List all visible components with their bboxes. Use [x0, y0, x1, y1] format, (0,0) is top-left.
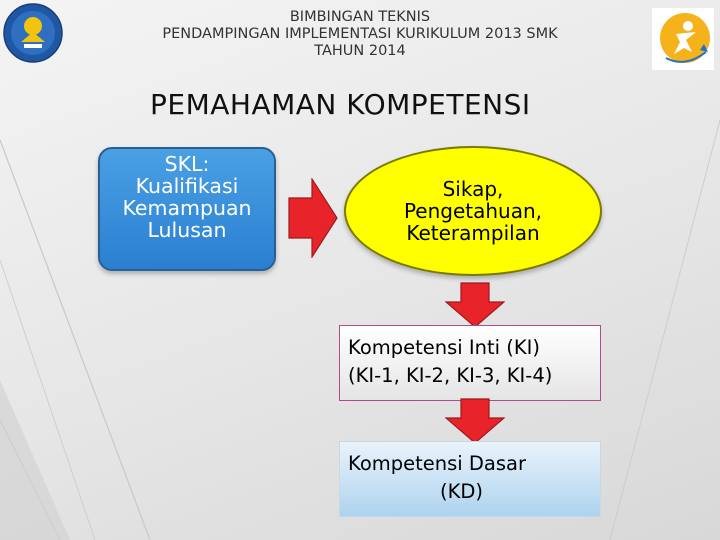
competency-domains-ellipse [344, 146, 602, 276]
skl-line-1: SKL: [164, 152, 210, 176]
header-text [110, 9, 610, 60]
down-arrow-icon [445, 282, 505, 328]
skl-line-4: Lulusan [147, 218, 227, 242]
ki-line-2: (KI-1, KI-2, KI-3, KI-4) [348, 364, 553, 387]
header-line-1: BIMBINGAN TEKNIS [289, 9, 431, 25]
kemdikbud-emblem-icon [2, 2, 64, 64]
right-arrow-icon [288, 178, 338, 258]
down-arrow-icon [445, 398, 505, 444]
page-title: PEMAHAMAN KOMPETENSI [150, 88, 531, 121]
header-line-3: TAHUN 2014 [314, 43, 406, 59]
kd-line-1: Kompetensi Dasar [348, 452, 526, 475]
ki-line-1: Kompetensi Inti (KI) [348, 336, 541, 359]
skl-box [98, 147, 276, 271]
kurikulum-2013-logo-icon [652, 8, 714, 70]
header-line-2: PENDAMPINGAN IMPLEMENTASI KURIKULUM 2013 SMK [162, 26, 558, 42]
domain-line-2: Pengetahuan, [403, 199, 543, 223]
kd-box [339, 441, 601, 517]
skl-line-2: Kualifikasi [135, 174, 239, 198]
ki-box [339, 325, 601, 401]
skl-line-3: Kemampuan [122, 196, 252, 220]
domain-line-3: Keterampilan [406, 221, 540, 245]
kd-line-2: (KD) [440, 480, 484, 503]
domain-line-1: Sikap, [442, 177, 504, 201]
